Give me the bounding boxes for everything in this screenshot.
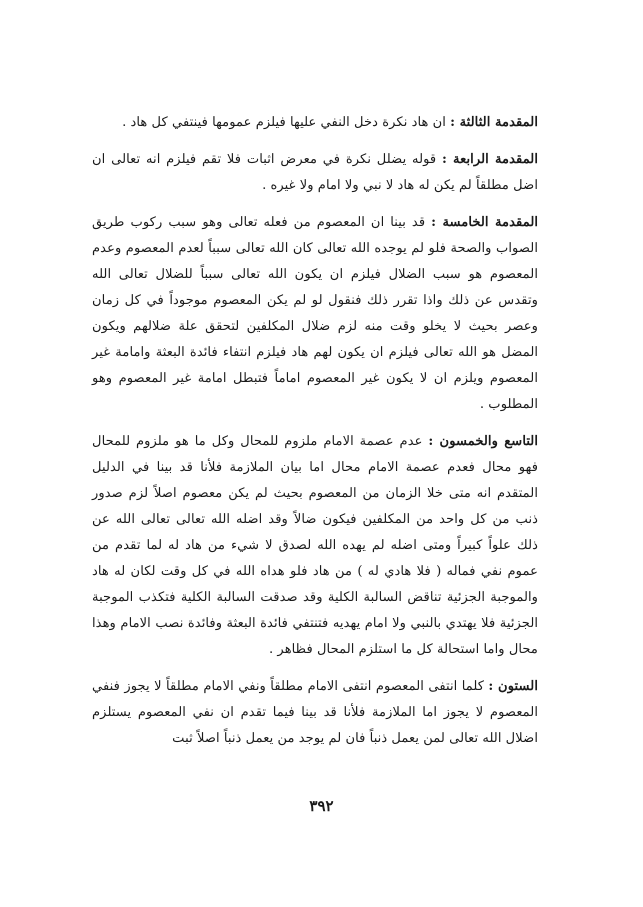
paragraph-59	[92, 429, 538, 663]
paragraph-body: كلما انتفى المعصوم انتفى الامام مطلقاً ونفي الامام مطلقاً لا يجوز فنفي المعصوم لا يجوز اما الملازمة فلأنا قد بينا فيما تقدم ان نفي المعصوم يستلزم اضلال الله تعالى لمن يعمل ذنباً فان لم يوجد من يعمل ذنباً اصلاً ثبت	[92, 679, 538, 746]
page-number: ٣٩٢	[309, 797, 334, 815]
paragraph-60	[92, 674, 538, 752]
paragraph-body: قوله يضلل نكرة في معرض اثبات فلا تقم فيلزم انه تعالى ان اضل مطلقاً لم يكن له هاد لا نبي ولا امام ولا غيره .	[92, 152, 538, 193]
paragraph-heading: المقدمة الخامسة :	[431, 215, 538, 230]
paragraph-heading: المقدمة الرابعة :	[442, 152, 538, 167]
paragraph-heading: المقدمة الثالثة :	[450, 115, 538, 130]
paragraph-body: عدم عصمة الامام ملزوم للمحال وكل ما هو ملزوم للمحال فهو محال فعدم عصمة الامام محال اما بيان الملازمة فلأنا قد بينا في الدليل المتقدم انه متى خلا الزمان من المعصوم بحيث لم يكن معصوم اصلاً لزم صدور ذنب من كل واحد من المكلفين فيكون ضالاً وقد اضله الله تعالى تعالى الله عن ذلك علواً كبيراً ومتى اضله لم يهده الله لصدق لا شيء من هاد له لما تقدم من عموم نفي فماله ( فلا هادي له ) من هاد فلو هداه الله في كل وقت لكان له هاد والموجبة الجزئية تناقض السالبة الكلية وقد صدقت السالبة الكلية فتكذب الموجبة الجزئية فلا يهتدي بالنبي ولا امام يهديه فتنتفي فائدة البعثة وفائدة نصب الامام وهذا محال واما استحالة كل ما استلزم المحال فظاهر .	[92, 434, 538, 657]
paragraph-premise-4	[92, 147, 538, 199]
paragraph-heading: التاسع والخمسون :	[428, 434, 538, 449]
paragraph-body: ان هاد نكرة دخل النفي عليها فيلزم عمومها فينتفي كل هاد .	[122, 115, 451, 130]
paragraph-heading: الستون :	[488, 679, 538, 694]
paragraph-premise-5	[92, 210, 538, 418]
paragraph-body: قد بينا ان المعصوم من فعله تعالى وهو سبب ركوب طريق الصواب والصحة فلو لم يوجده الله تعالى كان الله تعالى سبباً لعدم المعصوم وعدم المعصوم هو سبب الضلال فيلزم ان يكون الله تعالى سبباً للضلال تعالى الله وتقدس عن ذلك واذا تقرر ذلك فنقول لو لم يكن المعصوم موجوداً في كل زمان وعصر بحيث لا يخلو وقت منه لزم ضلال المكلفين لتحقق علة ضلالهم ويكون المضل هو الله تعالى فيلزم ان يكون لهم هاد فيلزم انتفاء فائدة البعثة وامامة غير المعصوم ويلزم ان لا يكون غير المعصوم اماماً فتبطل امامة غير المعصوم وهو المطلوب .	[92, 215, 538, 412]
paragraph-premise-3	[92, 110, 538, 136]
body-text	[92, 110, 538, 763]
